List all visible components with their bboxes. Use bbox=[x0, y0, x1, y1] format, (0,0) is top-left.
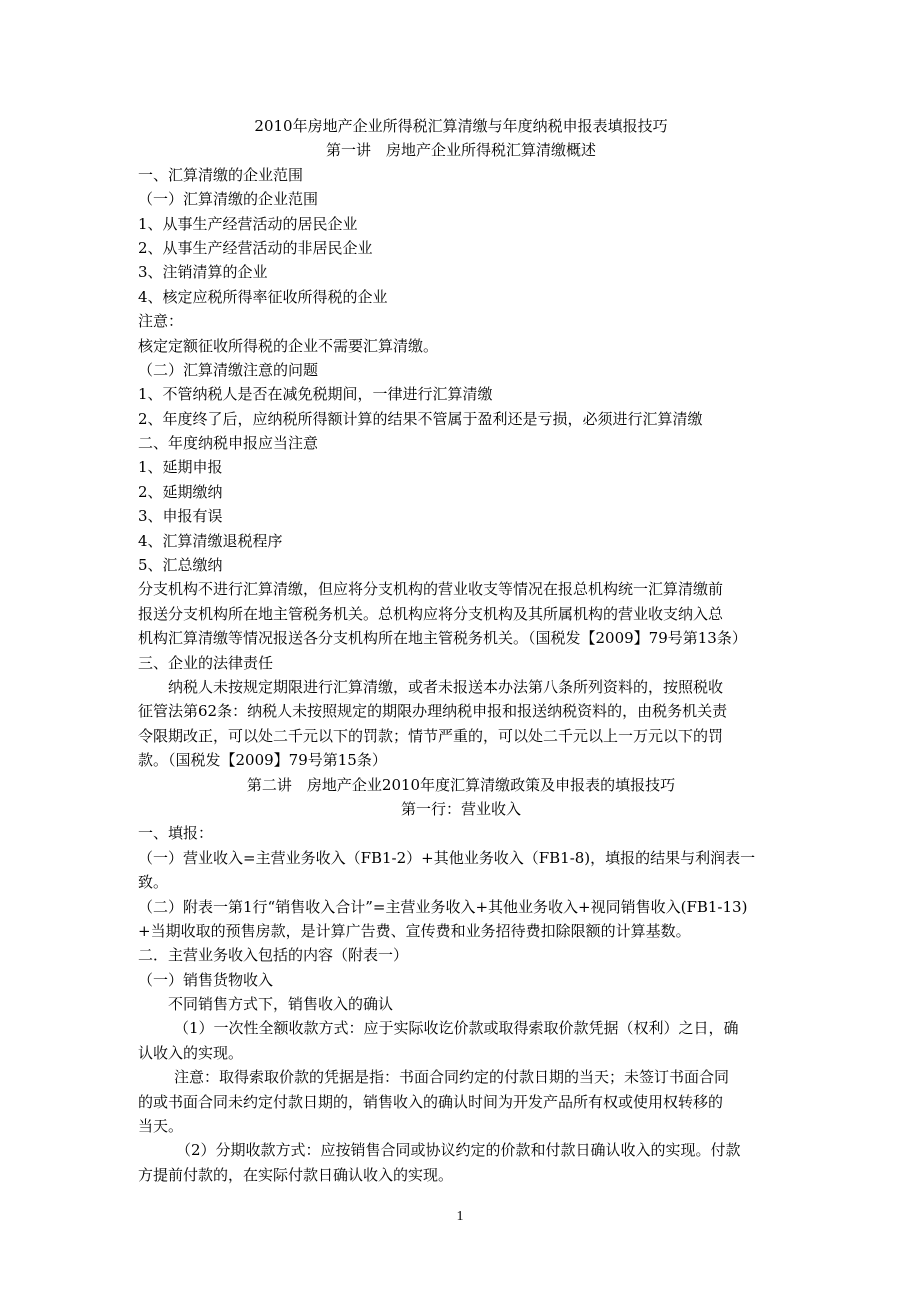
paragraph-line: 分支机构不进行汇算清缴，但应将分支机构的营业收支等情况在报总机构统一汇算清缴前 bbox=[138, 580, 724, 599]
page-number: 1 bbox=[456, 1209, 464, 1224]
paragraph-line: 当天。 bbox=[138, 1117, 184, 1136]
section-1-subheading-1: （一）汇算清缴的企业范围 bbox=[138, 190, 319, 209]
paragraph-line: 致。 bbox=[138, 873, 169, 892]
paragraph-line: （2）分期收款方式：应按销售合同或协议约定的价款和付款日确认收入的实现。付款 bbox=[176, 1141, 741, 1160]
row-1-title: 第一行：营业收入 bbox=[400, 799, 521, 818]
fill-heading: 一、填报： bbox=[138, 824, 214, 843]
lecture-2-title: 第二讲 房地产企业2010年度汇算清缴政策及申报表的填报技巧 bbox=[246, 775, 676, 794]
paragraph-line: 认收入的实现。 bbox=[138, 1043, 244, 1062]
paragraph-line: 征管法第62条：纳税人未按照规定的期限办理纳税申报和报送纳税资料的，由税务机关责 bbox=[138, 702, 728, 721]
section-2-heading: 二、年度纳税申报应当注意 bbox=[138, 434, 319, 453]
paragraph-line: +当期收取的预售房款，是计算广告费、宣传费和业务招待费扣除限额的计算基数。 bbox=[138, 921, 691, 940]
list-item: 3、注销清算的企业 bbox=[138, 263, 268, 282]
list-item: 1、延期申报 bbox=[138, 458, 223, 477]
paragraph-line: 机构汇算清缴等情况报送各分支机构所在地主管税务机关。（国税发【2009】79号第13条） bbox=[138, 629, 747, 648]
list-item: 2、延期缴纳 bbox=[138, 482, 223, 501]
document-body bbox=[138, 114, 784, 1187]
sales-heading: （一）销售货物收入 bbox=[138, 970, 274, 989]
list-item: 4、核定应税所得率征收所得税的企业 bbox=[138, 287, 388, 306]
paragraph-line: （1）一次性全额收款方式：应于实际收讫价款或取得索取价款凭据（权利）之日，确 bbox=[174, 1019, 739, 1038]
list-item: 5、汇总缴纳 bbox=[138, 556, 223, 575]
note-label: 注意： bbox=[138, 312, 184, 331]
paragraph-line: （一）营业收入=主营业务收入（FB1-2）+其他业务收入（FB1-8)，填报的结果与利润表一 bbox=[138, 848, 756, 867]
paragraph-line: （二）附表一第1行“销售收入合计”=主营业务收入+其他业务收入+视同销售收入(FB1-13) bbox=[138, 897, 748, 916]
list-item: 1、不管纳税人是否在减免税期间，一律进行汇算清缴 bbox=[138, 385, 493, 404]
paragraph-line: 令限期改正，可以处二千元以下的罚款；情节严重的，可以处二千元以上一万元以下的罚 bbox=[138, 726, 724, 745]
list-item: 3、申报有误 bbox=[138, 507, 223, 526]
lecture-1-title: 第一讲 房地产企业所得税汇算清缴概述 bbox=[325, 141, 596, 160]
list-item: 4、汇算清缴退税程序 bbox=[138, 531, 283, 550]
list-item: 2、年度终了后，应纳税所得额计算的结果不管属于盈利还是亏损，必须进行汇算清缴 bbox=[138, 409, 703, 428]
section-1-heading: 一、汇算清缴的企业范围 bbox=[138, 165, 304, 184]
paragraph-line: 注意：取得索取价款的凭据是指：书面合同约定的付款日期的当天；未签订书面合同 bbox=[174, 1068, 730, 1087]
paragraph-line: 报送分支机构所在地主管税务机关。总机构应将分支机构及其所属机构的营业收支纳入总 bbox=[138, 604, 724, 623]
list-item: 2、从事生产经营活动的非居民企业 bbox=[138, 238, 373, 257]
section-1-subheading-2: （二）汇算清缴注意的问题 bbox=[138, 360, 319, 379]
paragraph-line: 方提前付款的，在实际付款日确认收入的实现。 bbox=[138, 1165, 454, 1184]
list-item: 1、从事生产经营活动的居民企业 bbox=[138, 214, 358, 233]
paragraph-line: 纳税人未按规定期限进行汇算清缴，或者未报送本办法第八条所列资料的，按照税收 bbox=[168, 677, 724, 696]
sales-intro: 不同销售方式下，销售收入的确认 bbox=[168, 995, 394, 1014]
main-business-heading: 二．主营业务收入包括的内容（附表一） bbox=[138, 946, 409, 965]
document-title: 2010年房地产企业所得税汇算清缴与年度纳税申报表填报技巧 bbox=[254, 117, 668, 135]
paragraph-line: 款。（国税发【2009】79号第15条） bbox=[138, 751, 387, 770]
section-3-heading: 三、企业的法律责任 bbox=[138, 653, 274, 672]
paragraph-line: 的或书面合同未约定付款日期的，销售收入的确认时间为开发产品所有权或使用权转移的 bbox=[138, 1092, 724, 1111]
note-text: 核定定额征收所得税的企业不需要汇算清缴。 bbox=[138, 336, 439, 355]
